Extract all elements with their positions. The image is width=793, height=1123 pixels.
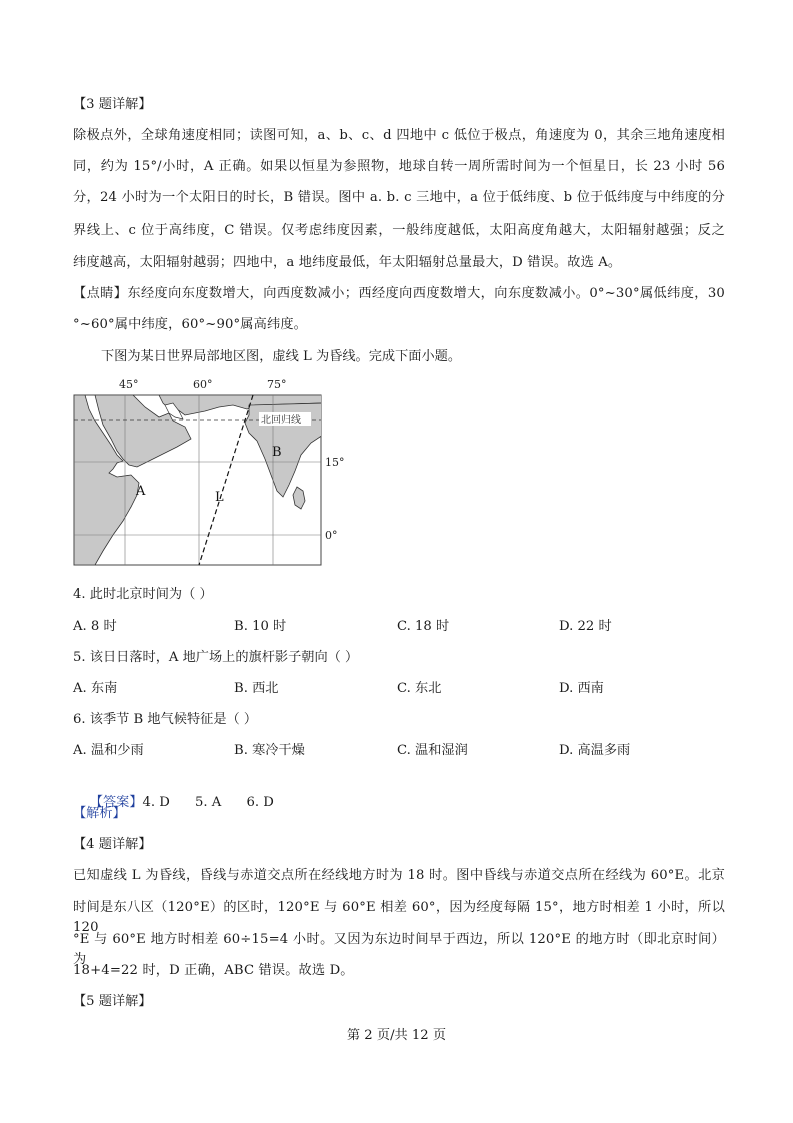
section3-heading: 【3 题详解】: [73, 97, 152, 112]
point-label-b: B: [272, 445, 282, 460]
tip-text-1: 东经度向东度数增大，向西度数减小；西经度向西度数增大，向东度数减小。0°~30°属低纬度，30: [127, 286, 725, 301]
answer-label: 【答案】: [89, 795, 143, 810]
answer-text: 4. D 5. A 6. D: [142, 795, 274, 810]
question-5-option-d: D. 西南: [559, 681, 604, 696]
analysis-label: 【解析】: [73, 806, 126, 821]
question-4-option-a: A. 8 时: [73, 619, 117, 634]
answer-line: [73, 773, 274, 833]
section4-line-2: 时间是东八区（120°E）的区时，120°E 与 60°E 相差 60°，因为经度每隔 15°，地方时相差 1 小时，所以 120: [73, 900, 725, 935]
question-4-option-c: C. 18 时: [397, 619, 450, 634]
section3-line-1: 除极点外，全球角速度相同；读图可知，a、b、c、d 四地中 c 低位于极点，角速度为 0，其余三地角速度相: [73, 128, 725, 143]
section3-line-4: 界线上、c 位于高纬度，C 错误。仅考虑纬度因素，一般纬度越低，太阳高度角越大，太阳辐射越强；反之: [73, 223, 725, 238]
question-6-stem: 6. 该季节 B 地气候特征是（ ）: [73, 712, 258, 727]
lat-label-0: 0°: [325, 529, 338, 542]
tropic-label: 北回归线: [261, 415, 301, 426]
tip-line-1: [73, 284, 725, 304]
map-intro: 下图为某日世界局部地区图，虚线 L 为昏线。完成下面小题。: [101, 349, 462, 364]
section4-heading: 【4 题详解】: [73, 837, 152, 852]
section3-line-2: 同，约为 15°/小时，A 正确。如果以恒星为参照物，地球自转一周所需时间为一个恒星日，长 23 小时 56: [73, 159, 725, 174]
question-6-option-b: B. 寒冷干燥: [234, 743, 305, 758]
question-5-option-b: B. 西北: [234, 681, 279, 696]
question-4-option-b: B. 10 时: [234, 619, 287, 634]
question-4-stem: 4. 此时北京时间为（ ）: [73, 587, 213, 602]
lat-label-15: 15°: [325, 456, 345, 469]
point-label-a: A: [136, 484, 146, 499]
lon-label-45: 45°: [119, 378, 139, 391]
tip-line-2: °~60°属中纬度，60°~90°属高纬度。: [73, 317, 307, 332]
question-5-option-c: C. 东北: [397, 681, 442, 696]
map-figure: [73, 375, 373, 575]
section3-line-5: 纬度越高，太阳辐射越弱；四地中，a 地纬度最低，年太阳辐射总量最大，D 错误。故选 A。: [73, 255, 622, 270]
section4-line-4: 18+4=22 时，D 正确，ABC 错误。故选 D。: [73, 963, 354, 978]
tip-label: 【点睛】: [73, 286, 128, 301]
question-6-option-c: C. 温和湿润: [397, 743, 468, 758]
question-5-stem: 5. 该日日落时，A 地广场上的旗杆影子朝向（ ）: [73, 650, 359, 665]
section3-line-3: 分，24 小时为一个太阳日的时长，B 错误。图中 a. b. c 三地中，a 位于低纬度、b 位于低纬度与中纬度的分: [73, 190, 725, 205]
lon-label-60: 60°: [193, 378, 213, 391]
map-svg: [73, 375, 373, 575]
line-label-l: L: [215, 490, 224, 505]
section4-line-1: 已知虚线 L 为昏线，昏线与赤道交点所在经线地方时为 18 时。图中昏线与赤道交点所在经线为 60°E。北京: [73, 868, 725, 883]
question-6-option-d: D. 高温多雨: [559, 743, 631, 758]
question-6-option-a: A. 温和少雨: [73, 743, 144, 758]
question-5-option-a: A. 东南: [73, 681, 118, 696]
section4-line-3: °E 与 60°E 地方时相差 60÷15=4 小时。又因为东边时间早于西边，所以 120°E 的地方时（即北京时间）为: [73, 932, 725, 967]
question-4-option-d: D. 22 时: [559, 619, 612, 634]
section5-heading: 【5 题详解】: [73, 994, 152, 1009]
page-footer: 第 2 页/共 12 页: [346, 1028, 447, 1043]
lon-label-75: 75°: [267, 378, 287, 391]
